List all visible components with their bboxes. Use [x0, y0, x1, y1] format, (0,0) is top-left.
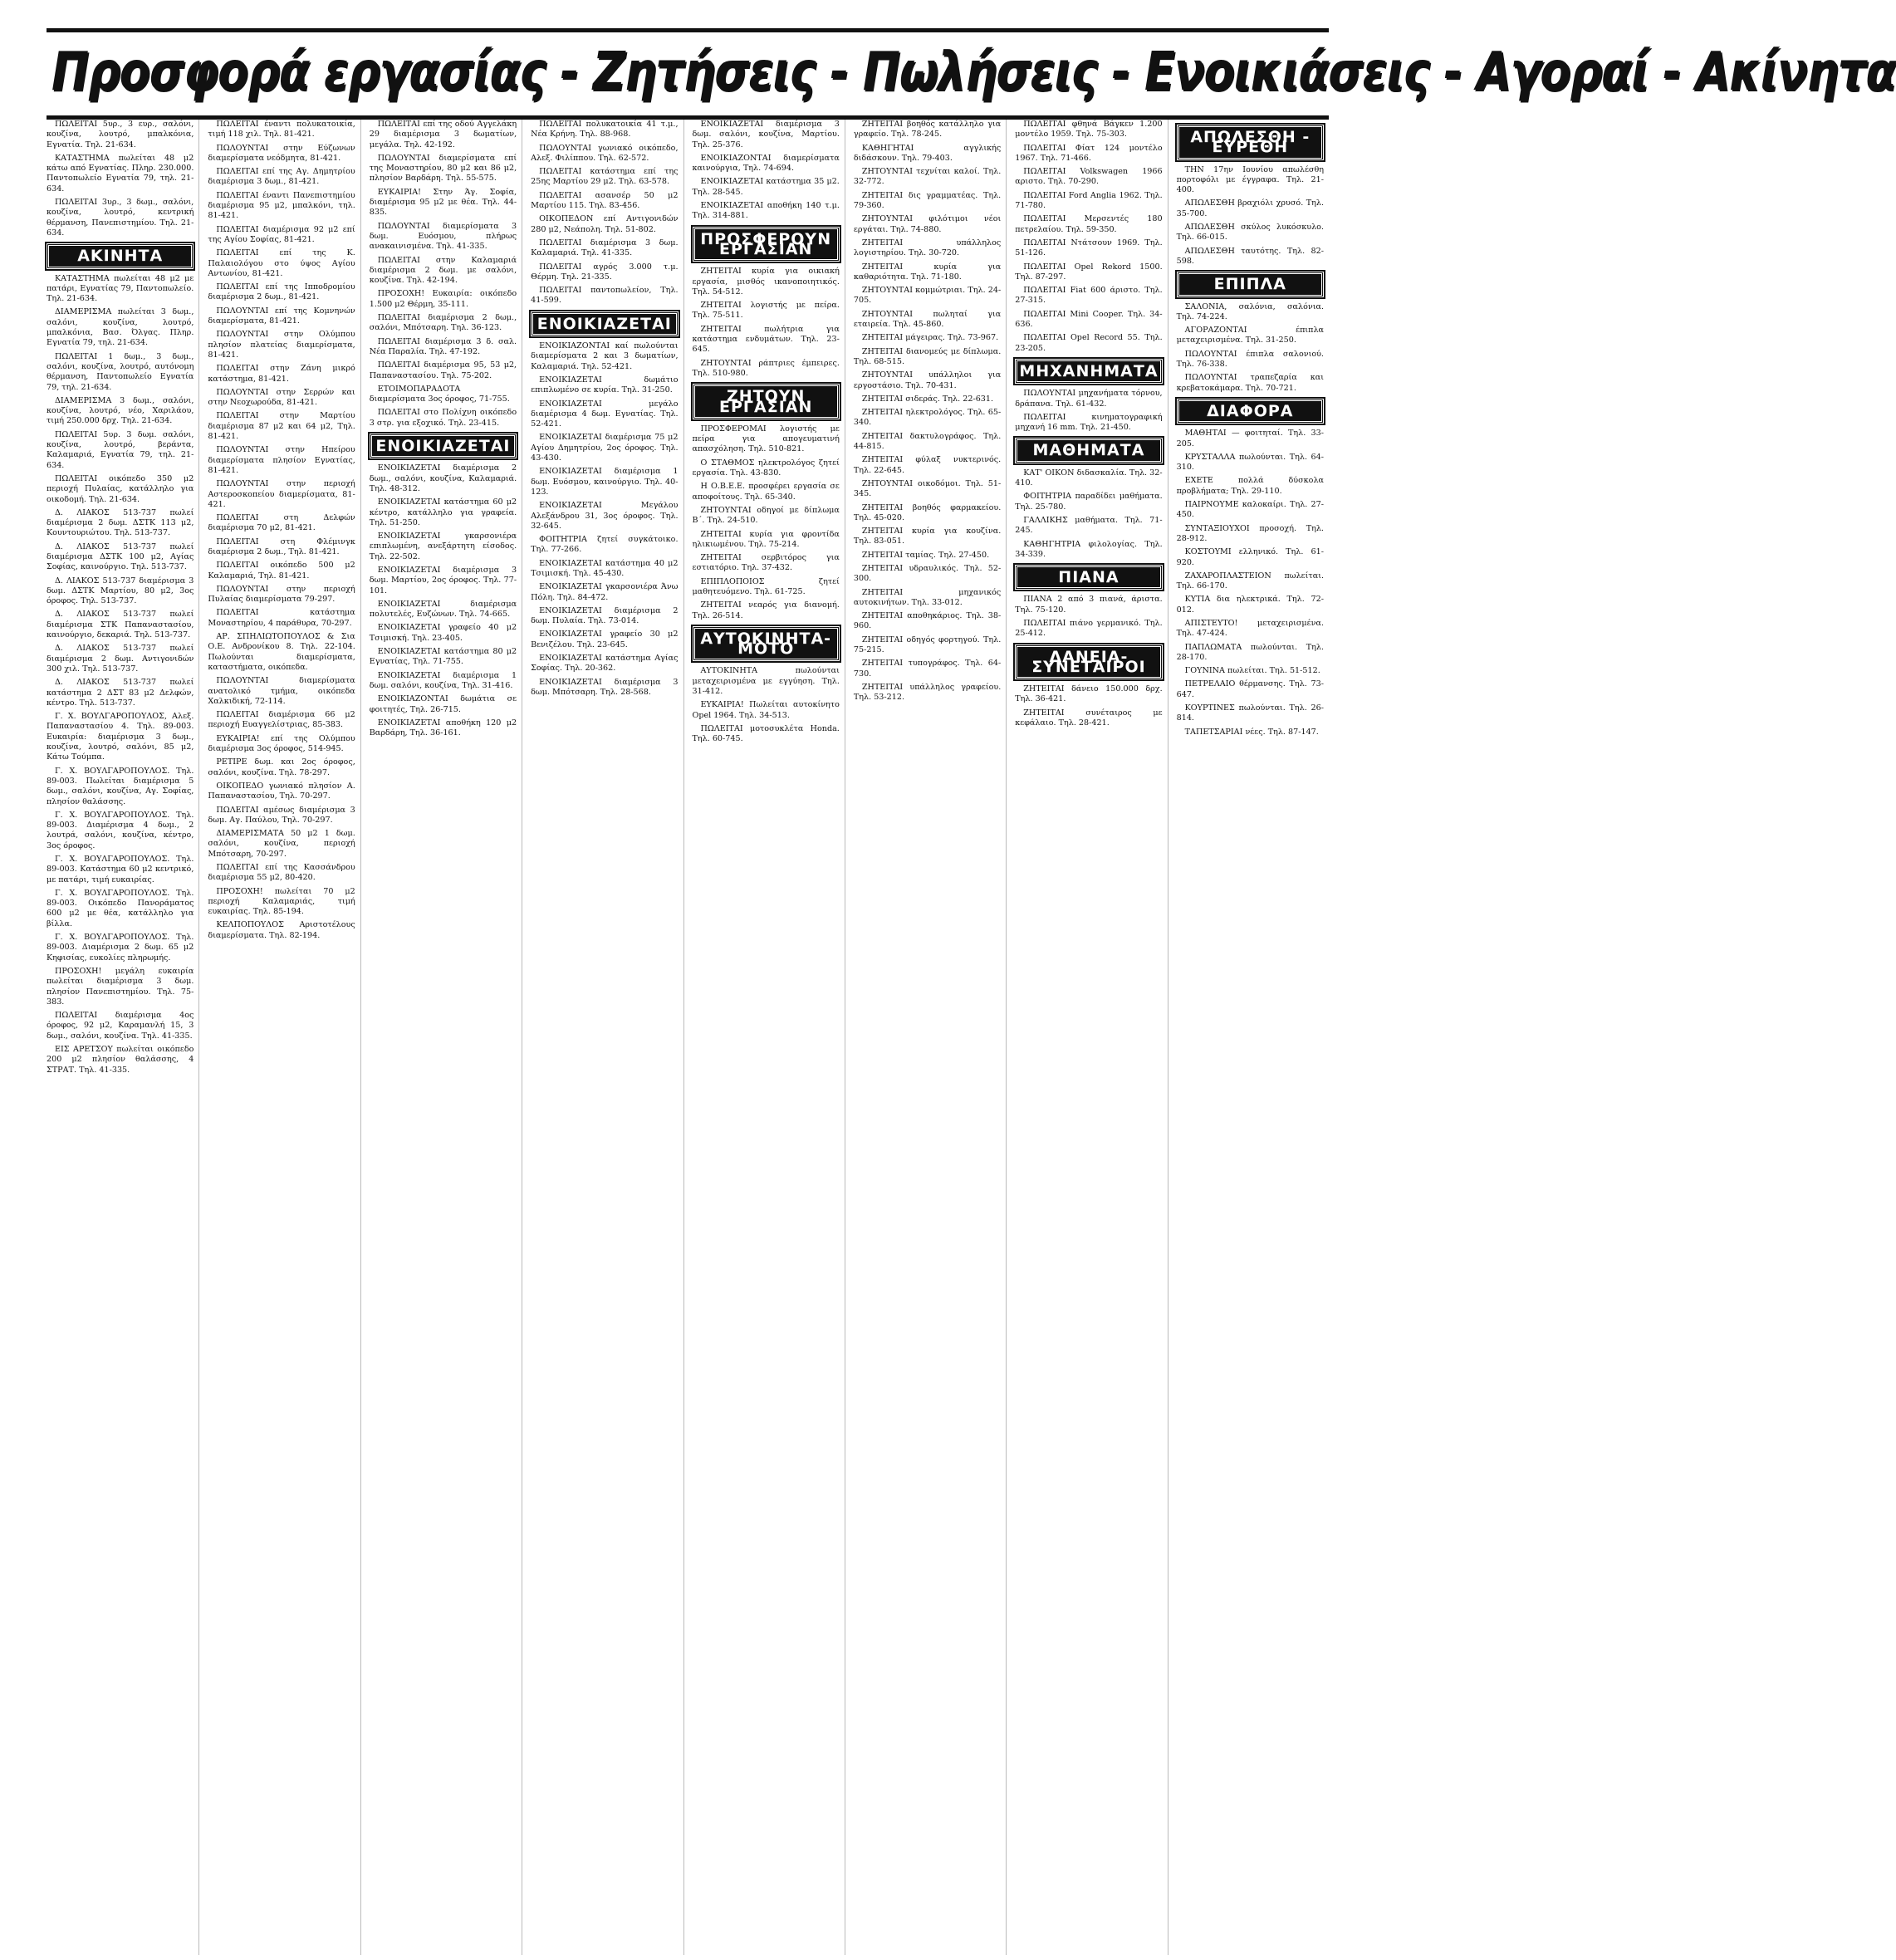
classified-ad: ΚΑΘΗΓΗΤΑΙ αγγλικής διδάσκουν. Τηλ. 79-403. — [853, 143, 1002, 163]
classified-column — [1177, 120, 1329, 1955]
classified-ad: ΕΧΕΤΕ πολλά δύσκολα προβλήματα; Τηλ. 29-110. — [1176, 476, 1324, 496]
classified-ad: ΕΝΟΙΚΙΑΖΕΤΑΙ διαμέρισμα πολυτελές, Ευζώνων. Τηλ. 74-665. — [369, 599, 517, 620]
classified-ad: ΖΗΤΟΥΝΤΑΙ φιλότιμοι νέοι εργάται. Τηλ. 74-880. — [853, 214, 1002, 234]
section-heading-enoikiazetai: ΕΝΟΙΚΙΑΖΕΤΑΙ — [531, 311, 678, 336]
classified-ad: ΕΝΟΙΚΙΑΖΕΤΑΙ μεγάλο διαμέρισμα 4 δωμ. Εγνατίας. Τηλ. 52-421. — [531, 399, 679, 429]
classified-ad: ΖΗΤΕΙΤΑΙ λογιστής με πείρα. Τηλ. 75-511. — [692, 301, 840, 321]
classified-ad: ΚΑΤ' ΟΙΚΟΝ διδασκαλία. Τηλ. 32-410. — [1015, 468, 1163, 488]
classified-ad: ΠΩΛΟΥΝΤΑΙ επί της Κομνηνών διαμερίσματα, 81-421. — [208, 306, 355, 326]
classified-ad: Δ. ΛΙΑΚΟΣ 513-737 πωλεί διαμέρισμα 2 δωμ. ΔΣΤΚ 113 μ2, Κουντουριώτου. Τηλ. 513-737. — [47, 507, 194, 538]
classified-ad: Δ. ΛΙΑΚΟΣ 513-737 πωλεί κατάστημα 2 ΔΣΤ 83 μ2 Δελφών, κέντρο. Τηλ. 513-737. — [47, 678, 194, 708]
section-heading-diafora: ΔΙΑΦΟΡΑ — [1177, 399, 1324, 424]
classified-ad: ΠΩΛΕΙΤΑΙ φθηνά Βάγκεν 1.200 μοντέλο 1959. Τηλ. 75-303. — [1015, 120, 1163, 140]
classified-ad: ΕΥΚΑΙΡΙΑ! Στην Άγ. Σοφία, διαμέρισμα 95 μ2 με θέα. Τηλ. 44-835. — [369, 187, 517, 218]
classified-ad: ΠΩΛΕΙΤΑΙ Ντάτσουν 1969. Τηλ. 51-126. — [1015, 238, 1163, 258]
classified-ad: ΟΙΚΟΠΕΔΟΝ επί Αντιγονιδών 280 μ2, Νεάπολη. Τηλ. 51-802. — [531, 214, 679, 234]
classified-ad: Δ. ΛΙΑΚΟΣ 513-737 διαμέρισμα 3 δωμ. ΔΣΤΚ Μαρτίου, 80 μ2, 3ος όροφος. Τηλ. 513-737. — [47, 576, 194, 606]
classified-ad: ΕΝΟΙΚΙΑΖΕΤΑΙ κατάστημα Αγίας Σοφίας. Τηλ. 20-362. — [531, 654, 679, 674]
classified-ad: ΖΗΤΕΙΤΑΙ μάγειρας. Τηλ. 73-967. — [861, 333, 999, 343]
classified-ad: ΕΝΟΙΚΙΑΖΕΤΑΙ αποθήκη 140 τ.μ. Τηλ. 314-881. — [692, 201, 840, 221]
classified-ad: ΕΝΟΙΚΙΑΖΕΤΑΙ γκαρσονιέρα Άνω Πόλη. Τηλ. 84-472. — [531, 582, 679, 602]
classified-ad: ΚΕΛΠΟΠΟΥΛΟΣ Αριστοτέλους διαμερίσματα. Τηλ. 82-194. — [208, 920, 355, 940]
classified-ad: ΠΡΟΣΟΧΗ! πωλείται 70 μ2 περιοχή Καλαμαριάς, τιμή ευκαιρίας. Τηλ. 85-194. — [208, 886, 355, 917]
classified-ad: ΠΩΛΟΥΝΤΑΙ στην περιοχή Πυλαίας διαμερίσματα 79-297. — [208, 584, 355, 605]
classified-ad: ΠΩΛΕΙΤΑΙ 5υρ. 3 δωμ. σαλόνι, κουζίνα, λουτρό, βεράντα, Καλαμαριά, Εγνατία 79, τηλ. 21-634. — [47, 429, 194, 470]
classified-ad: ΠΩΛΕΙΤΑΙ διαμέρισμα 3 δ. σαλ. Νέα Παραλία. Τηλ. 47-192. — [369, 336, 517, 356]
classified-ad: ΖΗΤΕΙΤΑΙ οδηγός φορτηγού. Τηλ. 75-215. — [853, 635, 1002, 655]
classified-ad: ΠΩΛΕΙΤΑΙ στην Μαρτίου διαμέρισμα 87 μ2 και 64 μ2, Τηλ. 81-421. — [208, 411, 355, 442]
classified-ad: ΠΕΤΡΕΛΑΙΟ θέρμανσης. Τηλ. 73-647. — [1176, 679, 1324, 699]
classified-ad: ΖΗΤΕΙΤΑΙ συνέταιρος με κεφάλαιο. Τηλ. 28-421. — [1015, 708, 1163, 728]
classified-ad: ΖΗΤΕΙΤΑΙ δακτυλογράφος. Τηλ. 44-815. — [853, 431, 1002, 452]
classified-ad: ΕΝΟΙΚΙΑΖΕΤΑΙ αποθήκη 120 μ2 Βαρδάρη, Τηλ. 36-161. — [369, 718, 517, 738]
classified-ad: ΠΡΟΣΟΧΗ! Ευκαιρία: οικόπεδο 1.500 μ2 Θέρμη, 35-111. — [369, 289, 517, 309]
classified-ad: ΠΩΛΕΙΤΑΙ οικόπεδο 350 μ2 περιοχή Πυλαίας, κατάλληλο για οικοδομή. Τηλ. 21-634. — [47, 473, 194, 504]
classified-ad: ΠΩΛΕΙΤΑΙ 3υρ., 3 δωμ., σαλόνι, κουζίνα, λουτρό, κεντρική θέρμανση, Πανεπιστημίου. Τηλ. 21-634. — [47, 198, 194, 238]
classified-ad: ΖΗΤΕΙΤΑΙ μηχανικός αυτοκινήτων. Τηλ. 33-012. — [853, 587, 1002, 607]
section-heading-zitoun: ΖΗΤΟΥΝ ΕΡΓΑΣΙΑΝ — [693, 384, 840, 419]
classified-ad: ΖΗΤΕΙΤΑΙ πωλήτρια για κατάστημα ενδυμάτων. Τηλ. 23-645. — [692, 324, 840, 355]
classified-ad: ΕΝΟΙΚΙΑΖΕΤΑΙ διαμέρισμα 75 μ2 Αγίου Δημητρίου, 2ος όροφος. Τηλ. 43-430. — [531, 433, 679, 463]
classified-ad: ΑΠΩΛΕΣΘΗ βραχιόλι χρυσό. Τηλ. 35-700. — [1176, 198, 1324, 218]
classified-ad: ΖΗΤΕΙΤΑΙ υπάλληλος λογιστηρίου. Τηλ. 30-720. — [853, 238, 1002, 258]
classified-ad: ΠΩΛΟΥΝΤΑΙ γωνιακό οικόπεδο, Αλεξ. Φιλίππου. Τηλ. 62-572. — [531, 143, 679, 163]
banner — [47, 28, 1896, 120]
classified-ad: ΕΝΟΙΚΙΑΖΕΤΑΙ γραφείο 40 μ2 Τσιμισκή. Τηλ. 23-405. — [369, 623, 517, 643]
classified-ad: ΠΩΛΕΙΤΑΙ διαμέρισμα 2 δωμ., σαλόνι, Μπότσαρη. Τηλ. 36-123. — [369, 313, 517, 333]
classified-ad: ΠΩΛΕΙΤΑΙ πολυκατοικία 41 τ.μ., Νέα Κρήνη. Τηλ. 88-968. — [531, 120, 679, 140]
classified-ad: ΣΑΛΟΝΙΑ, σαλόνια, σαλόνια. Τηλ. 74-224. — [1176, 301, 1324, 321]
classified-ad: ΠΩΛΕΙΤΑΙ Volkswagen 1966 αριστο. Τηλ. 70-290. — [1015, 167, 1163, 187]
classified-ad: ΔΙΑΜΕΡΙΣΜΑ πωλείται 3 δωμ., σαλόνι, κουζίνα, λουτρό, μπαλκόνια, Βασ. Όλγας. Πληρ. Εγνατία 79, τηλ. 21-634. — [47, 307, 194, 348]
classified-ad: ΔΙΑΜΕΡΙΣΜΑΤΑ 50 μ2 1 δωμ. σαλόνι, κουζίνα, περιοχή Μπότσαρη, 70-297. — [208, 829, 355, 859]
classified-ad: ΕΥΚΑΙΡΙΑ! Πωλείται αυτοκίνητο Opel 1964. Τηλ. 34-513. — [692, 700, 840, 720]
classified-ad: ΠΩΛΕΙΤΑΙ επί της Κασσάνδρου διαμέρισμα 55 μ2, 80-420. — [208, 863, 355, 883]
classified-ad: ΖΗΤΟΥΝΤΑΙ κομμώτριαι. Τηλ. 24-705. — [853, 286, 1002, 306]
classified-ad: ΠΩΛΕΙΤΑΙ διαμέρισμα 95, 53 μ2, Παπαναστασίου. Τηλ. 75-202. — [369, 360, 517, 380]
classified-ad: ΕΝΟΙΚΙΑΖΕΤΑΙ διαμέρισμα 1 δωμ. Ευόσμου, καινούργιο. Τηλ. 40-123. — [531, 467, 679, 497]
classified-ad: ΠΩΛΟΥΝΤΑΙ στην Σερρών και στην Νεοχωρούδα, 81-421. — [208, 387, 355, 408]
classified-ad: ΖΗΤΕΙΤΑΙ βοηθός κατάλληλο για γραφείο. Τηλ. 78-245. — [853, 120, 1002, 140]
classified-ad: Δ. ΛΙΑΚΟΣ 513-737 πωλεί διαμέρισμα 2 δωμ. Αντιγονιδών 300 χιλ. Τηλ. 513-737. — [47, 644, 194, 674]
classified-ad: ΖΗΤΟΥΝΤΑΙ τεχνίται καλοί. Τηλ. 32-772. — [853, 167, 1002, 187]
classified-ad: ΕΝΟΙΚΙΑΖΕΤΑΙ κατάστημα 35 μ2. Τηλ. 28-545. — [692, 177, 840, 197]
classified-column — [370, 120, 522, 1955]
classified-ad: ΠΩΛΕΙΤΑΙ επί της Κ. Παλαιολόγου στο ύψος Αγίου Αντωνίου, 81-421. — [208, 248, 355, 278]
classified-ad: ΖΗΤΟΥΝΤΑΙ πωληταί για εταιρεία. Τηλ. 45-860. — [853, 309, 1002, 330]
classified-ad: ΓΟΥΝΙΝΑ πωλείται. Τηλ. 51-512. — [1184, 666, 1320, 676]
classified-ad: ΠΩΛΕΙΤΑΙ στη Δελφών διαμέρισμα 70 μ2, 81-421. — [208, 513, 355, 533]
classified-ad: ΠΩΛΕΙΤΑΙ κατάστημα Μοναστηρίου, 4 παράθυρα, 70-297. — [208, 608, 355, 628]
classified-ad: ΚΥΤΙΑ δια ηλεκτρικά. Τηλ. 72-012. — [1176, 595, 1324, 615]
section-heading-epipla: ΕΠΙΠΛΑ — [1177, 272, 1324, 296]
classified-ad: ΖΗΤΕΙΤΑΙ τυπογράφος. Τηλ. 64-730. — [853, 659, 1002, 679]
classified-column — [854, 120, 1007, 1955]
classified-ad: ΠΩΛΟΥΝΤΑΙ διαμερίσματα ανατολικό τμήμα, οικόπεδα Χαλκιδική, 72-114. — [208, 676, 355, 706]
classified-ad: ΠΩΛΟΥΝΤΑΙ διαμερίσματα επί της Μοναστηρίου, 80 μ2 και 86 μ2, πλησίον Βαρδάρη. Τηλ. 55-575. — [369, 153, 517, 184]
classified-ad: ΖΗΤΕΙΤΑΙ κυρία για κουζίνα. Τηλ. 83-051. — [853, 527, 1002, 546]
classified-ad: ΠΩΛΕΙΤΑΙ αγρός 3.000 τ.μ. Θέρμη. Τηλ. 21-335. — [531, 262, 679, 282]
classified-ad: ΕΝΟΙΚΙΑΖΟΝΤΑΙ διαμερίσματα καινούργια, Τηλ. 74-694. — [692, 153, 840, 174]
classified-ad: ΕΠΙΠΛΟΠΟΙΟΣ ζητεί μαθητευόμενο. Τηλ. 61-725. — [692, 576, 840, 596]
classified-ad: ΟΙΚΟΠΕΔΟ γωνιακό πλησίον Α. Παπαναστασίου, Τηλ. 70-297. — [208, 781, 355, 801]
classified-ad: ΕΝΟΙΚΙΑΖΕΤΑΙ διαμέρισμα 3 δωμ. Μαρτίου, 2ος όροφος. Τηλ. 77-101. — [369, 565, 517, 595]
section-heading-mathimata: ΜΑΘΗΜΑΤΑ — [1015, 438, 1162, 463]
classified-ad: ΖΗΤΕΙΤΑΙ σερβιτόρος για εστιατόριο. Τηλ. 37-432. — [692, 553, 840, 573]
classified-ad: ΑΓΟΡΑΖΟΝΤΑΙ έπιπλα μεταχειρισμένα. Τηλ. 31-250. — [1176, 326, 1324, 345]
classified-ad: ΕΝΟΙΚΙΑΖΕΤΑΙ δωμάτιο επιπλωμένο σε κυρία. Τηλ. 31-250. — [531, 375, 679, 395]
classified-ad: ΕΝΟΙΚΙΑΖΕΤΑΙ γκαρσονιέρα επιπλωμένη, ανεξάρτητη είσοδος. Τηλ. 22-502. — [369, 532, 517, 561]
classified-ad: ΚΟΥΡΤΙΝΕΣ πωλούνται. Τηλ. 26-814. — [1176, 703, 1324, 723]
classified-ad: ΖΗΤΕΙΤΑΙ φύλαξ νυκτερινός. Τηλ. 22-645. — [853, 455, 1002, 475]
classified-ad: Η Ο.Β.Ε.Ε. προσφέρει εργασία σε αποφοίτους. Τηλ. 65-340. — [692, 482, 840, 502]
classified-ad: ΖΗΤΕΙΤΑΙ κυρία για φροντίδα ηλικιωμένου. Τηλ. 75-214. — [692, 529, 840, 549]
classified-ad: ΚΑΘΗΓΗΤΡΙΑ φιλολογίας. Τηλ. 34-339. — [1015, 539, 1163, 559]
classified-ad: ΖΗΤΕΙΤΑΙ δις γραμματέας. Τηλ. 79-360. — [853, 190, 1002, 211]
classified-ad: Γ. Χ. ΒΟΥΛΓΑΡΟΠΟΥΛΟΣ. Τηλ. 89-003. Κατάστημα 60 μ2 κεντρικό, με πατάρι, τιμή ευκαιρίας. — [47, 855, 194, 884]
classified-ad: ΖΗΤΕΙΤΑΙ αποθηκάριος. Τηλ. 38-960. — [853, 611, 1002, 631]
classified-ad: ΠΩΛΕΙΤΑΙ στη Φλέμινγκ διαμέρισμα 2 δωμ., Τηλ. 81-421. — [208, 537, 355, 556]
classified-column — [47, 120, 199, 1955]
classified-ad: ΕΝΟΙΚΙΑΖΕΤΑΙ γραφείο 30 μ2 Βενιζέλου. Τηλ. 23-645. — [531, 630, 679, 649]
classified-ad: ΖΑΧΑΡΟΠΛΑΣΤΕΙΟΝ πωλείται. Τηλ. 66-170. — [1176, 571, 1324, 591]
classified-ad: ΤΑΠΕΤΣΑΡΙΑΙ νέες. Τηλ. 87-147. — [1184, 727, 1319, 737]
classified-ad: ΑΠΩΛΕΣΘΗ ταυτότης. Τηλ. 82-598. — [1176, 246, 1324, 266]
section-heading-prosferoun: ΠΡΟΣΦΕΡΟΥΝ ΕΡΓΑΣΙΑΝ — [693, 227, 840, 262]
classified-ad: ΕΝΟΙΚΙΑΖΕΤΑΙ διαμέρισμα 3 δωμ. σαλόνι, κουζίνα, Μαρτίου. Τηλ. 25-376. — [692, 120, 840, 149]
classified-ad: ΠΩΛΕΙΤΑΙ Μερσεντές 180 πετρελαίου. Τηλ. 59-350. — [1015, 214, 1163, 234]
classified-ad: ΤΗΝ 17ην Ιουνίου απωλέσθη πορτοφόλι με έγγραφα. Τηλ. 21-400. — [1176, 164, 1324, 195]
classified-ad: Δ. ΛΙΑΚΟΣ 513-737 πωλεί διαμέρισμα ΣΤΚ Παπαναστασίου, καινούργιο, δεκαριά. Τηλ. 513-737. — [47, 610, 194, 640]
classified-ad: ΑΡ. ΣΠΗΛΙΩΤΟΠΟΥΛΟΣ & Σια Ο.Ε. Ανδρονίκου 8. Τηλ. 22-104. Πωλούνται διαμερίσματα, καταστήματα, οικόπεδα. — [208, 632, 355, 672]
classified-ad: ΠΩΛΕΙΤΑΙ έναντι πολυκατοικία, τιμή 118 χιλ. Τηλ. 81-421. — [208, 120, 355, 140]
section-heading-enoikiazetai: ΕΝΟΙΚΙΑΖΕΤΑΙ — [370, 434, 517, 458]
classified-ad: ΠΩΛΕΙΤΑΙ Fiat 600 άριστο. Τηλ. 27-315. — [1015, 286, 1163, 306]
classified-ad: ΠΩΛΟΥΝΤΑΙ διαμερίσματα 3 δωμ. Ευόσμου, πλήρως ανακαινισμένα. Τηλ. 41-335. — [369, 221, 517, 252]
classified-ad: ΠΩΛΕΙΤΑΙ Ford Anglia 1962. Τηλ. 71-780. — [1015, 190, 1163, 211]
classified-ad: ΠΩΛΕΙΤΑΙ 5υρ., 3 ευρ., σαλόνι, κουζίνα, λουτρό, μπαλκόνια, Εγνατία. Τηλ. 21-634. — [47, 120, 194, 149]
classified-ad: ΖΗΤΟΥΝΤΑΙ ράπτριες έμπειρες. Τηλ. 510-980. — [692, 358, 840, 378]
classified-ad: ΕΝΟΙΚΙΑΖΕΤΑΙ κατάστημα 40 μ2 Τσιμισκή. Τηλ. 45-430. — [531, 558, 679, 578]
classified-ad: ΕΥΚΑΙΡΙΑ! επί της Ολύμπου διαμέρισμα 3ος όροφος, 514-945. — [208, 733, 355, 754]
classified-ad: ΠΩΛΕΙΤΑΙ επί της Ιπποδρομίου διαμέρισμα 2 δωμ., 81-421. — [208, 282, 355, 302]
classified-ad: ΠΩΛΕΙΤΑΙ στην Καλαμαριά διαμέρισμα 2 δωμ. με σαλόνι, κουζίνα. Τηλ. 42-194. — [369, 255, 517, 286]
classified-ad: ΠΩΛΟΥΝΤΑΙ στην Ολύμπου πλησίον πλατείας διαμερίσματα, 81-421. — [208, 330, 355, 360]
classified-ad: ΠΩΛΕΙΤΑΙ Mini Cooper. Τηλ. 34-636. — [1015, 309, 1163, 330]
classified-ad: ΑΥΤΟΚΙΝΗΤΑ πωλούνται μεταχειρισμένα με εγγύηση. Τηλ. 31-412. — [692, 666, 840, 697]
classified-column — [1015, 120, 1168, 1955]
classified-column — [693, 120, 845, 1955]
classified-ad: ΠΩΛΕΙΤΑΙ στο Πολίχνη οικόπεδο 3 στρ. για εξοχικό. Τηλ. 23-415. — [369, 408, 517, 428]
classified-ad: ΠΩΛΕΙΤΑΙ μοτοσυκλέτα Honda. Τηλ. 60-745. — [692, 723, 840, 744]
classified-ad: ΠΩΛΕΙΤΑΙ οικόπεδο 500 μ2 Καλαμαριά, Τηλ. 81-421. — [208, 561, 355, 581]
classified-ad: ΕΝΟΙΚΙΑΖΟΝΤΑΙ καί πωλούνται διαμερίσματα 2 και 3 δωματίων, Καλαμαριά. Τηλ. 52-421. — [531, 341, 679, 371]
classified-ad: ΠΩΛΟΥΝΤΑΙ μηχανήματα τόρνου, δράπανα. Τηλ. 61-432. — [1015, 389, 1163, 409]
classified-ad: ΠΩΛΕΙΤΑΙ Opel Record 55. Τηλ. 23-205. — [1015, 333, 1163, 353]
classified-ad: ΕΝΟΙΚΙΑΖΕΤΑΙ κατάστημα 60 μ2 κέντρο, κατάλληλο για γραφεία. Τηλ. 51-250. — [369, 497, 517, 527]
classified-ad: ΕΝΟΙΚΙΑΖΕΤΑΙ διαμέρισμα 3 δωμ. Μπότσαρη. Τηλ. 28-568. — [531, 677, 679, 697]
classified-ad: ΠΩΛΕΙΤΑΙ ασανσέρ 50 μ2 Μαρτίου 115. Τηλ. 83-456. — [531, 190, 679, 211]
section-heading-michanimata: ΜΗΧΑΝΗΜΑΤΑ — [1015, 359, 1162, 384]
classified-ad: ΖΗΤΟΥΝΤΑΙ υπάλληλοι για εργοστάσιο. Τηλ. 70-431. — [853, 370, 1002, 390]
classified-ad: ΠΩΛΕΙΤΑΙ Opel Rekord 1500. Τηλ. 87-297. — [1015, 262, 1163, 282]
classified-ad: Δ. ΛΙΑΚΟΣ 513-737 πωλεί διαμέρισμα ΔΣΤΚ 100 μ2, Αγίας Σοφίας, καινούργιο. Τηλ. 513-737. — [47, 541, 194, 572]
classified-ad: ΕΝΟΙΚΙΑΖΟΝΤΑΙ δωμάτια σε φοιτητές, Τηλ. 26-715. — [369, 694, 517, 714]
classifieds-page — [47, 120, 1329, 1955]
classified-ad: ΦΟΙΤΗΤΡΙΑ ζητεί συγκάτοικο. Τηλ. 77-266. — [531, 535, 679, 555]
classified-ad: ΖΗΤΕΙΤΑΙ κυρία για οικιακή εργασία, μισθός ικανοποιητικός. Τηλ. 54-512. — [692, 267, 840, 296]
classified-ad: ΠΩΛΕΙΤΑΙ Φίατ 124 μοντέλο 1967. Τηλ. 71-466. — [1015, 143, 1163, 163]
section-heading-aftokinita: ΑΥΤΟΚΙΝΗΤΑ-ΜΟΤΟ — [693, 626, 840, 662]
classified-ad: ΖΗΤΕΙΤΑΙ ταμίας. Τηλ. 27-450. — [861, 550, 990, 560]
classified-ad: ΚΟΣΤΟΥΜΙ ελληνικό. Τηλ. 61-920. — [1176, 547, 1324, 567]
classified-ad: ΠΩΛΕΙΤΑΙ διαμέρισμα 66 μ2 περιοχή Ευαγγελίστριας, 85-383. — [208, 710, 355, 730]
classified-ad: ΠΩΛΕΙΤΑΙ αμέσως διαμέρισμα 3 δωμ. Αγ. Παύλου, Τηλ. 70-297. — [208, 805, 355, 825]
classified-ad: ΠΩΛΟΥΝΤΑΙ στην περιοχή Αστεροσκοπείου διαμερίσματα, 81-421. — [208, 479, 355, 509]
classified-ad: ΠΙΑΝΑ 2 από 3 πιανά, άριστα. Τηλ. 75-120. — [1015, 595, 1163, 615]
classified-ad: ΑΠΩΛΕΣΘΗ σκύλος λυκόσκυλο. Τηλ. 66-015. — [1176, 223, 1324, 243]
classified-ad: ΖΗΤΕΙΤΑΙ δάνειο 150.000 δρχ. Τηλ. 36-421. — [1015, 684, 1163, 704]
section-heading-piana: ΠΙΑΝΑ — [1015, 565, 1162, 590]
classified-ad: ΠΩΛΕΙΤΑΙ στην Ζάνη μικρό κατάστημα, 81-421. — [208, 364, 355, 384]
classified-ad: ΠΩΛΟΥΝΤΑΙ στην Εύζωνων διαμερίσματα νεόδμητα, 81-421. — [208, 143, 355, 163]
section-heading-apolesthi: ΑΠΩΛΕΣΘΗ - ΕΥΡΕΘΗ — [1177, 125, 1324, 160]
classified-ad: ΓΑΛΛΙΚΗΣ μαθήματα. Τηλ. 71-245. — [1015, 515, 1163, 536]
banner-title: Προσφορά εργασίας - Ζητήσεις - Πωλήσεις - Ενοικιάσεις - Αγοραί - Ακίνητα — [51, 42, 1896, 103]
classified-ad: ΜΑΘΗΤΑΙ — φοιτηταί. Τηλ. 33-205. — [1176, 429, 1324, 448]
classified-ad: ΠΩΛΕΙΤΑΙ επί της οδού Αγγελάκη 29 διαμέρισμα 3 δωματίων, μεγάλα. Τηλ. 42-192. — [369, 120, 517, 149]
classified-ad: ΚΑΤΑΣΤΗΜΑ πωλείται 48 μ2 κάτω από Εγνατίας. Πληρ. 230.000. Παντοπωλείο Εγνατία 79, τηλ. 21-634. — [47, 153, 194, 194]
classified-ad: Γ. Χ. ΒΟΥΛΓΑΡΟΠΟΥΛΟΣ. Τηλ. 89-003. Διαμέρισμα 2 δωμ. 65 μ2 Κηφισίας, ευκολίες πληρωμής. — [47, 933, 194, 963]
classified-ad: ΖΗΤΕΙΤΑΙ νεαρός για διανομή. Τηλ. 26-514. — [692, 600, 840, 620]
classified-ad: ΠΩΛΕΙΤΑΙ κινηματογραφική μηχανή 16 mm. Τηλ. 21-450. — [1015, 412, 1163, 433]
classified-ad: Ο ΣΤΑΘΜΟΣ ηλεκτρολόγος ζητεί εργασία. Τηλ. 43-830. — [692, 458, 840, 478]
classified-ad: ΖΗΤΕΙΤΑΙ ηλεκτρολόγος. Τηλ. 65-340. — [853, 408, 1002, 428]
classified-ad: ΖΗΤΟΥΝΤΑΙ οικοδόμοι. Τηλ. 51-345. — [853, 478, 1002, 499]
classified-ad: ΠΩΛΕΙΤΑΙ διαμέρισμα 4ος όροφος, 92 μ2, Καραμανλή 15, 3 δωμ., σαλόνι, κουζίνα. Τηλ. 41-335. — [47, 1011, 194, 1041]
classified-ad: ΠΩΛΕΙΤΑΙ διαμέρισμα 92 μ2 επί της Αγίου Σοφίας, 81-421. — [208, 224, 355, 244]
classified-ad: ΕΙΣ ΑΡΕΤΣΟΥ πωλείται οικόπεδο 200 μ2 πλησίον θαλάσσης, 4 ΣΤΡΑΤ. Τηλ. 41-335. — [47, 1045, 194, 1075]
classified-ad: ΠΡΟΣΟΧΗ! μεγάλη ευκαιρία πωλείται διαμέρισμα 3 δωμ. πλησίον Πανεπιστημίου. Τηλ. 75-383. — [47, 966, 194, 1007]
classified-ad: ΕΝΟΙΚΙΑΖΕΤΑΙ κατάστημα 80 μ2 Εγνατίας, Τηλ. 71-755. — [369, 647, 517, 667]
classified-ad: ΖΗΤΕΙΤΑΙ υπάλληλος γραφείου. Τηλ. 53-212. — [853, 682, 1002, 703]
classified-ad: ΕΝΟΙΚΙΑΖΕΤΑΙ διαμέρισμα 2 δωμ. Πυλαία. Τηλ. 73-014. — [531, 605, 679, 626]
classified-ad: ΠΩΛΕΙΤΑΙ έναντι Πανεπιστημίου διαμέρισμα 95 μ2, μπαλκόνι, τηλ. 81-421. — [208, 190, 355, 221]
classified-ad: ΠΩΛΕΙΤΑΙ κατάστημα επί της 25ης Μαρτίου 29 μ2. Τηλ. 63-578. — [531, 167, 679, 187]
classified-ad: ΕΝΟΙΚΙΑΖΕΤΑΙ διαμέρισμα 1 δωμ. σαλόνι, κουζίνα, Τηλ. 31-416. — [369, 670, 517, 690]
classified-ad: ΖΗΤΕΙΤΑΙ σιδεράς. Τηλ. 22-631. — [861, 394, 994, 404]
classified-ad: ΣΥΝΤΑΞΙΟΥΧΟΙ προσοχή. Τηλ. 28-912. — [1176, 523, 1324, 543]
classified-ad: ΠΩΛΟΥΝΤΑΙ τραπεζαρία και κρεβατοκάμαρα. Τηλ. 70-721. — [1176, 373, 1324, 393]
classified-ad: ΖΗΤΕΙΤΑΙ διανομεύς με δίπλωμα. Τηλ. 68-515. — [853, 346, 1002, 366]
classified-ad: ΚΑΤΑΣΤΗΜΑ πωλείται 48 μ2 με πατάρι, Εγνατίας 79, Παντοπωλείο. Τηλ. 21-634. — [47, 273, 194, 304]
classified-ad: Γ. Χ. ΒΟΥΛΓΑΡΟΠΟΥΛΟΣ. Τηλ. 89-003. Οικόπεδο Πανοράματος 600 μ2 με θέα, κατάλληλο για βίλλα. — [47, 888, 194, 929]
section-heading-daneia: ΔΑΝΕΙΑ-ΣΥΝΕΤΑΙΡΟΙ — [1015, 644, 1162, 680]
classified-ad: ΕΝΟΙΚΙΑΖΕΤΑΙ Μεγάλου Αλεξάνδρου 31, 3ος όροφος. Τηλ. 32-645. — [531, 501, 679, 531]
classified-ad: ΠΩΛΕΙΤΑΙ πιάνο γερμανικό. Τηλ. 25-412. — [1015, 618, 1163, 639]
classified-ad: ΠΩΛΕΙΤΑΙ διαμέρισμα 3 δωμ. Καλαμαριά. Τηλ. 41-335. — [531, 238, 679, 258]
classified-ad: Γ. Χ. ΒΟΥΛΓΑΡΟΠΟΥΛΟΣ. Τηλ. 89-003. Διαμέρισμα 4 δωμ., 2 λουτρά, σαλόνι, κουζίνα, κέντρο, 3ος όροφος. — [47, 810, 194, 850]
classified-ad: ΠΩΛΟΥΝΤΑΙ στην Ηπείρου διαμερίσματα πλησίον Εγνατίας, 81-421. — [208, 445, 355, 475]
classified-ad: ΕΝΟΙΚΙΑΖΕΤΑΙ διαμέρισμα 2 δωμ., σαλόνι, κουζίνα, Καλαμαριά. Τηλ. 48-312. — [369, 463, 517, 493]
classified-ad: ΖΗΤΕΙΤΑΙ υδραυλικός. Τηλ. 52-300. — [853, 563, 1002, 584]
classified-ad: ΕΤΟΙΜΟΠΑΡΑΔΟΤΑ διαμερίσματα 3ος όροφος, 71-755. — [369, 384, 510, 404]
classified-ad: ΠΡΟΣΦΕΡΟΜΑΙ λογιστής με πείρα για απογευματινή απασχόληση. Τηλ. 510-821. — [692, 424, 840, 454]
classified-ad: ΖΗΤΟΥΝΤΑΙ οδηγοί με δίπλωμα Β΄. Τηλ. 24-510. — [692, 505, 840, 526]
classified-ad: Γ. Χ. ΒΟΥΛΓΑΡΟΠΟΥΛΟΣ, Αλεξ. Παπαναστασίου 4. Τηλ. 89-003. Ευκαιρία: διαμέρισμα 3 δωμ., κουζίνα, λουτρό, σαλόνι, 85 μ2, Κάτω Τούμπα. — [47, 712, 194, 762]
classified-ad: ΖΗΤΕΙΤΑΙ κυρία για καθαριότητα. Τηλ. 71-180. — [853, 262, 1002, 282]
classified-ad: ΑΠΙΣΤΕΥΤΟ! μεταχειρισμένα. Τηλ. 47-424. — [1176, 618, 1324, 639]
classified-ad: ΠΑΠΛΩΜΑΤΑ πωλούνται. Τηλ. 28-170. — [1176, 642, 1324, 662]
classified-ad: ΠΑΙΡΝΟΥΜΕ καλοκαίρι. Τηλ. 27-450. — [1176, 500, 1324, 520]
classified-ad: ΔΙΑΜΕΡΙΣΜΑ 3 δωμ., σαλόνι, κουζίνα, λουτρό, νέο, Χαριλάου, τιμή 250.000 δρχ. Τηλ. 21-634. — [47, 395, 194, 426]
classified-ad: ΡΕΤΙΡΕ δωμ. και 2ος όροφος, σαλόνι, κουζίνα. Τηλ. 78-297. — [208, 757, 355, 777]
classified-ad: ΚΡΥΣΤΑΛΛΑ πωλούνται. Τηλ. 64-310. — [1176, 452, 1324, 473]
classified-ad: ΠΩΛΕΙΤΑΙ παντοπωλείον, Τηλ. 41-599. — [531, 286, 679, 306]
classified-ad: ΠΩΛΟΥΝΤΑΙ έπιπλα σαλονιού. Τηλ. 76-338. — [1176, 349, 1324, 370]
classified-ad: ΦΟΙΤΗΤΡΙΑ παραδίδει μαθήματα. Τηλ. 25-780. — [1015, 492, 1163, 512]
classified-ad: Γ. Χ. ΒΟΥΛΓΑΡΟΠΟΥΛΟΣ. Τηλ. 89-003. Πωλείται διαμέρισμα 5 δωμ., σαλόνι, κουζίνα, Αγ. Σοφίας, πλησίον θαλάσσης. — [47, 766, 194, 806]
classified-ad: ΠΩΛΕΙΤΑΙ 1 δωμ., 3 δωμ., σαλόνι, κουζίνα, λουτρό, αυτόνομη θέρμανση, Παντοπωλείο Εγνατία 79, τηλ. 21-634. — [47, 351, 194, 392]
classified-column — [531, 120, 683, 1955]
classified-ad: ΠΩΛΕΙΤΑΙ επί της Αγ. Δημητρίου διαμέρισμα 3 δωμ., 81-421. — [208, 167, 355, 187]
classified-column — [208, 120, 360, 1955]
classified-ad: ΖΗΤΕΙΤΑΙ βοηθός φαρμακείου. Τηλ. 45-020. — [853, 502, 1002, 522]
section-heading-akinita: ΑΚΙΝΗΤΑ — [47, 243, 194, 268]
